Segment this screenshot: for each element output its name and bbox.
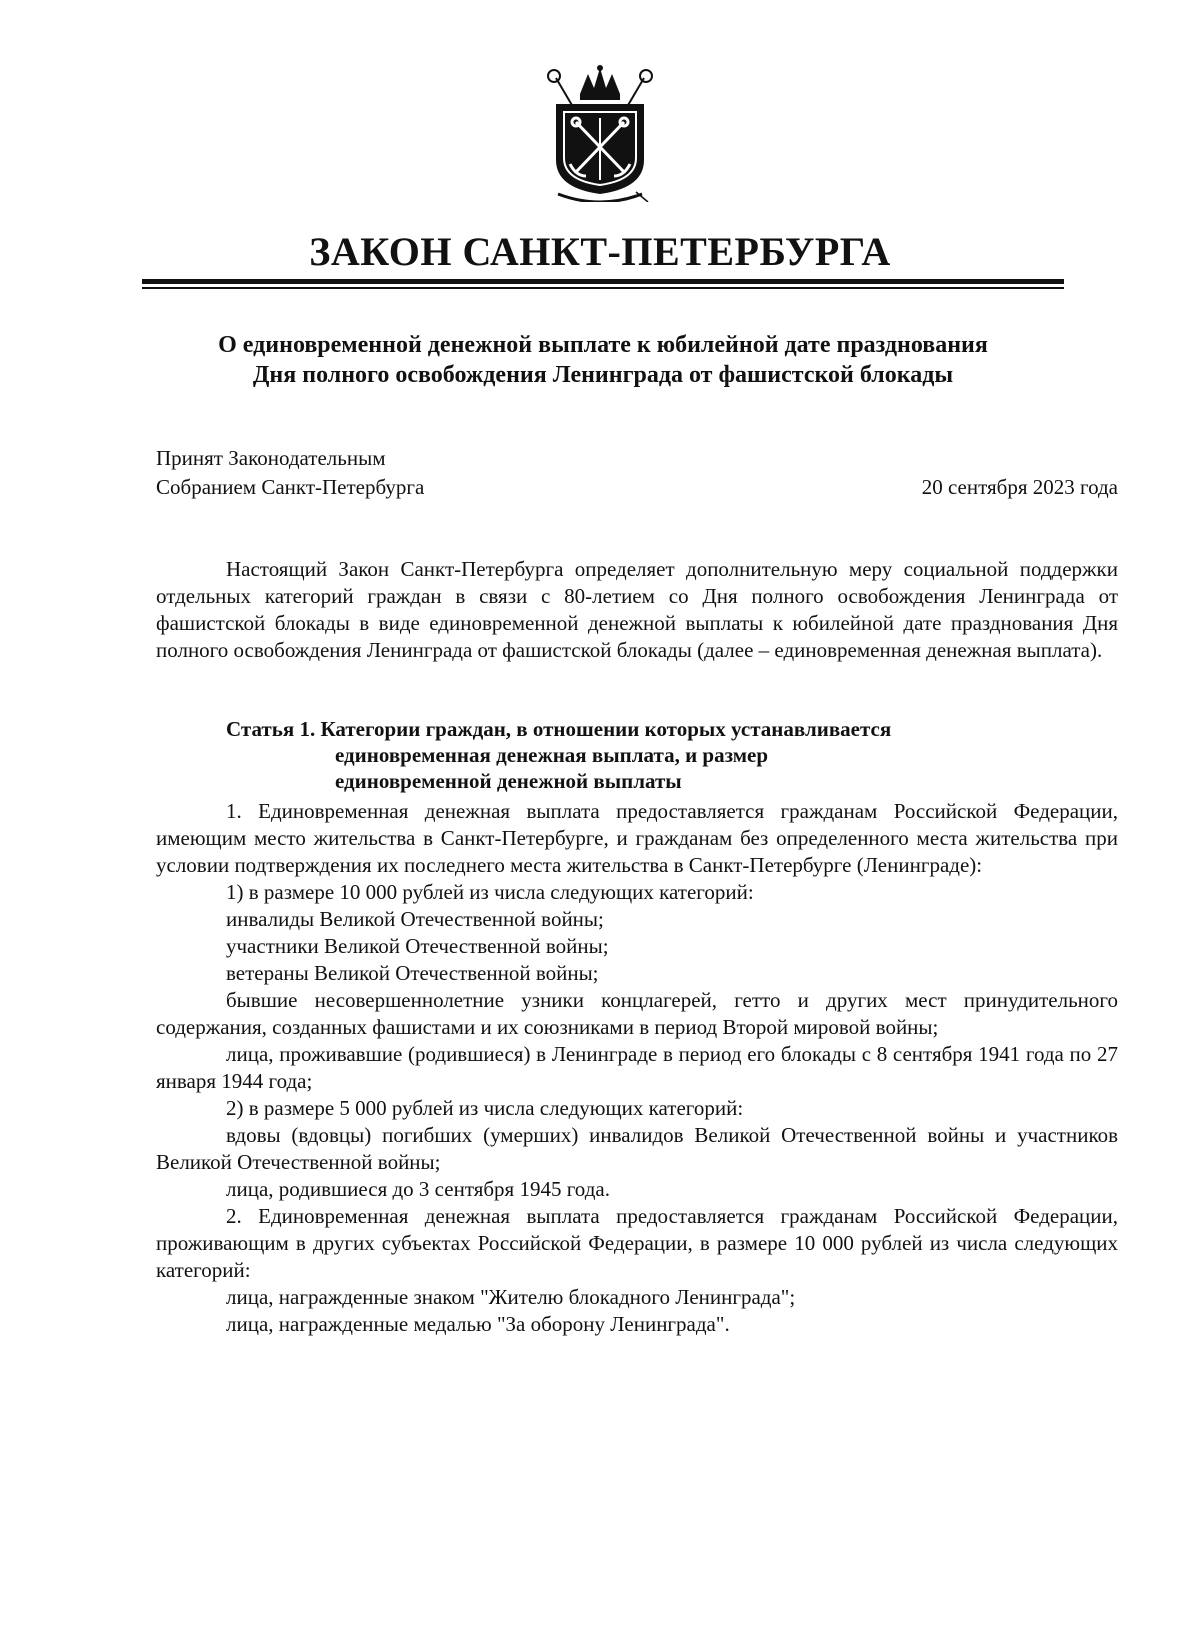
article-paragraph: лица, награжденные медалью "За оборону Ленинграда". <box>226 1312 730 1336</box>
law-title: ЗАКОН САНКТ-ПЕТЕРБУРГА <box>309 229 891 274</box>
article-paragraph: вдовы (вдовцы) погибших (умерших) инвалидов Великой Отечественной войны и участников Великой Отечественной войны; <box>156 1123 1118 1174</box>
article-paragraph: бывшие несовершеннолетние узники концлагерей, гетто и других мест принудительного содержания, созданных фашистами и их союзниками в период Второй мировой войны; <box>156 988 1118 1039</box>
preamble-paragraph: Настоящий Закон Санкт-Петербурга определяет дополнительную меру социальной поддержки отдельных категорий граждан в связи с 80-летием со Дня полного освобождения Ленинграда от фашистской блокады в виде единовременной денежной выплаты к юбилейной дате празднования Дня полного освобождения Ленинграда от фашистской блокады (далее – единовременная денежная выплата). <box>156 557 1118 662</box>
article-paragraph: 1. Единовременная денежная выплата предоставляется гражданам Российской Федерации, имеющим место жительства в Санкт-Петербурге, и гражданам без определенного места жительства при условии подтверждения их последнего места жительства в Санкт-Петербурге (Ленинграде): <box>156 799 1118 877</box>
article-heading-line-1: Статья 1. Категории граждан, в отношении которых устанавливается <box>226 717 892 741</box>
article-paragraph: лица, награжденные знаком "Жителю блокадного Ленинграда"; <box>226 1285 796 1309</box>
law-subject <box>142 330 1064 390</box>
subject-line-1: О единовременной денежной выплате к юбилейной дате празднования <box>218 332 988 358</box>
adoption-line-2: Собранием Санкт-Петербурга <box>156 475 425 499</box>
article-paragraph: инвалиды Великой Отечественной войны; <box>226 907 604 931</box>
title-rule-thin <box>142 287 1064 289</box>
article-paragraph: 1) в размере 10 000 рублей из числа следующих категорий: <box>226 880 754 904</box>
article-paragraph: лица, родившиеся до 3 сентября 1945 года. <box>226 1177 610 1201</box>
article-paragraph: ветераны Великой Отечественной войны; <box>226 961 599 985</box>
article-heading-line-2: единовременная денежная выплата, и размер <box>335 743 769 767</box>
article-1-heading <box>226 716 1076 794</box>
adoption-line-1: Принят Законодательным <box>156 446 386 470</box>
article-paragraph: участники Великой Отечественной войны; <box>226 934 609 958</box>
subject-line-2: Дня полного освобождения Ленинграда от фашистской блокады <box>252 362 954 388</box>
adoption-date: 20 сентября 2023 года <box>921 475 1118 499</box>
article-paragraph: 2. Единовременная денежная выплата предоставляется гражданам Российской Федерации, проживающим в других субъектах Российской Федерации, в размере 10 000 рублей из числа следующих категорий: <box>156 1204 1118 1282</box>
title-rule-thick <box>142 279 1064 284</box>
article-1-body <box>156 798 1118 1338</box>
article-heading-line-3: единовременной денежной выплаты <box>335 769 682 793</box>
coat-of-arms-icon <box>536 64 664 202</box>
adoption-authority <box>156 444 424 502</box>
article-paragraph: 2) в размере 5 000 рублей из числа следующих категорий: <box>226 1096 744 1120</box>
article-paragraph: лица, проживавшие (родившиеся) в Ленинграде в период его блокады с 8 сентября 1941 года по 27 января 1944 года; <box>156 1042 1118 1093</box>
